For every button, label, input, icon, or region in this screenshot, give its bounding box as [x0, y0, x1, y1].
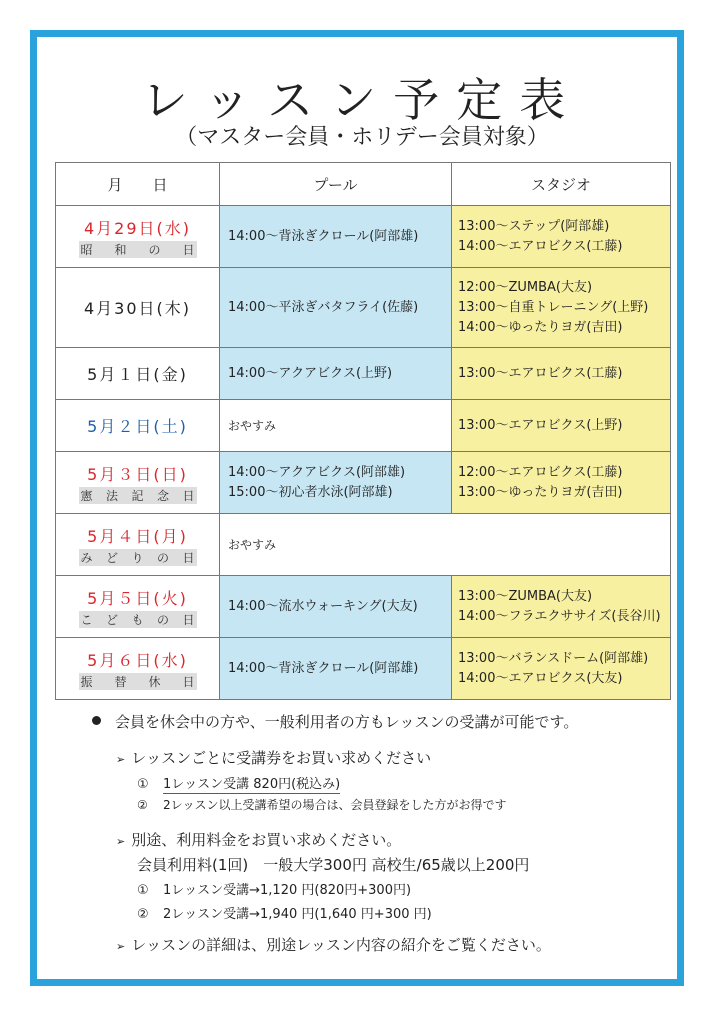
- holiday-label: [79, 673, 197, 690]
- holiday-char: ど: [105, 550, 118, 565]
- note-ticket-1: ① 1レッスン受講 820円(税込み): [137, 777, 341, 792]
- holiday-char: 法: [105, 488, 118, 503]
- studio-cell: [452, 638, 671, 700]
- studio-lesson: 13:00～バランスドーム(阿部雄): [458, 650, 649, 666]
- table-row: [56, 268, 671, 348]
- note-fee-heading: ➢ 別途、利用料金をお買い求めください。: [116, 831, 402, 849]
- page-subtitle: （マスター会員・ホリデー会員対象）: [175, 125, 549, 150]
- holiday-char: も: [131, 612, 144, 627]
- pool-cell: [220, 348, 452, 400]
- table-row: [56, 400, 671, 452]
- table-row: [56, 452, 671, 514]
- holiday-char: 昭: [80, 242, 93, 257]
- date-label: 5月１日(金): [87, 365, 188, 384]
- studio-lesson: 12:00～エアロビクス(工藤): [458, 464, 623, 480]
- pool-cell: [220, 452, 452, 514]
- date-cell: [56, 638, 220, 700]
- holiday-char: 日: [182, 488, 195, 503]
- date-label: 5月２日(土): [87, 417, 188, 436]
- page-title: レッスン予定表: [141, 73, 583, 127]
- holiday-char: 憲: [80, 488, 93, 503]
- holiday-char: 日: [182, 674, 195, 689]
- studio-cell: [452, 576, 671, 638]
- note-fee-1: ① 1レッスン受講→1,120 円(820円+300円): [137, 883, 412, 898]
- pool-cell: [220, 400, 452, 452]
- table-row: [56, 576, 671, 638]
- studio-lesson: 13:00～自重トレーニング(上野): [458, 299, 649, 315]
- note-main: 会員を休会中の方や、一般利用者の方もレッスンの受講が可能です。: [92, 711, 578, 732]
- pool-cell: [220, 576, 452, 638]
- pool-cell: [220, 206, 452, 268]
- pool-cell: [220, 638, 452, 700]
- studio-cell: [452, 400, 671, 452]
- header-studio: スタジオ: [452, 163, 671, 206]
- holiday-label: [79, 549, 197, 566]
- holiday-char: 日: [182, 550, 195, 565]
- arrow-icon: ➢: [116, 940, 126, 953]
- table-header-row: [56, 163, 671, 206]
- date-cell: [56, 452, 220, 514]
- holiday-char: こ: [80, 612, 93, 627]
- date-cell: [56, 576, 220, 638]
- note-fee-detail: 会員利用料(1回) 一般大学300円 高校生/65歳以上200円: [137, 856, 530, 874]
- pool-lesson: 14:00～背泳ぎクロール(阿部雄): [228, 228, 419, 244]
- holiday-char: 日: [182, 242, 195, 257]
- studio-lesson: 14:00～エアロビクス(工藤): [458, 238, 623, 254]
- holiday-char: 休: [148, 674, 161, 689]
- holiday-label: [79, 487, 197, 504]
- holiday-char: ど: [105, 612, 118, 627]
- pool-lesson: おやすみ: [228, 418, 277, 433]
- note-ticket-2: ② 2レッスン以上受講希望の場合は、会員登録をした方がお得です: [137, 798, 507, 812]
- arrow-icon: ➢: [116, 753, 126, 766]
- holiday-char: の: [156, 612, 169, 627]
- holiday-char: 記: [131, 488, 144, 503]
- pool-lesson: 15:00～初心者水泳(阿部雄): [228, 484, 393, 500]
- holiday-char: の: [148, 242, 161, 257]
- studio-cell: [452, 348, 671, 400]
- pool-lesson: 14:00～平泳ぎバタフライ(佐藤): [228, 299, 419, 315]
- holiday-char: み: [80, 550, 93, 565]
- note-ticket-heading: ➢ レッスンごとに受講券をお買い求めください: [116, 749, 432, 767]
- pool-lesson: 14:00～アクアビクス(阿部雄): [228, 464, 406, 480]
- schedule-table: [55, 162, 671, 700]
- table-row: [56, 638, 671, 700]
- studio-lesson: 13:00～ZUMBA(大友): [458, 588, 593, 604]
- holiday-char: 替: [114, 674, 127, 689]
- date-label: 5月５日(火): [87, 588, 188, 608]
- date-label: 5月４日(月): [87, 526, 188, 546]
- studio-cell: [452, 452, 671, 514]
- holiday-label: [79, 611, 197, 628]
- date-label: 4月30日(木): [83, 299, 192, 318]
- date-cell: [56, 514, 220, 576]
- date-cell: [56, 400, 220, 452]
- holiday-char: 振: [80, 674, 93, 689]
- header-pool: プール: [220, 163, 452, 206]
- studio-lesson: 13:00～エアロビクス(工藤): [458, 365, 623, 381]
- arrow-icon: ➢: [116, 835, 126, 848]
- studio-lesson: 13:00～エアロビクス(上野): [458, 417, 623, 433]
- studio-lesson: 14:00～フラエクササイズ(長谷川): [458, 608, 661, 624]
- date-cell: [56, 268, 220, 348]
- studio-lesson: 14:00～エアロビクス(大友): [458, 670, 623, 686]
- note-fee-2: ② 2レッスン受講→1,940 円(1,640 円+300 円): [137, 907, 432, 922]
- date-label: 5月６日(水): [87, 650, 188, 670]
- table-row: [56, 348, 671, 400]
- studio-lesson: 13:00～ゆったりヨガ(吉田): [458, 484, 623, 500]
- holiday-char: 日: [182, 612, 195, 627]
- studio-lesson: 12:00～ZUMBA(大友): [458, 279, 593, 295]
- closed-cell: おやすみ: [220, 514, 671, 576]
- table-row: [56, 206, 671, 268]
- holiday-char: 念: [156, 488, 169, 503]
- date-label: 5月３日(日): [87, 464, 188, 484]
- pool-lesson: 14:00～アクアビクス(上野): [228, 365, 393, 381]
- date-cell: [56, 348, 220, 400]
- holiday-char: の: [156, 550, 169, 565]
- header-date: 月 日: [56, 163, 220, 206]
- table-row: [56, 514, 671, 576]
- studio-cell: [452, 206, 671, 268]
- date-label: 4月29日(水): [83, 218, 192, 238]
- note-details: ➢ レッスンの詳細は、別途レッスン内容の紹介をご覧ください。: [116, 936, 551, 954]
- studio-lesson: 14:00～ゆったりヨガ(吉田): [458, 319, 623, 335]
- studio-lesson: 13:00～ステップ(阿部雄): [458, 218, 610, 234]
- pool-cell: [220, 268, 452, 348]
- pool-lesson: 14:00～流水ウォーキング(大友): [228, 598, 418, 614]
- holiday-label: [79, 241, 197, 258]
- holiday-char: 和: [114, 242, 127, 257]
- date-cell: [56, 206, 220, 268]
- pool-lesson: 14:00～背泳ぎクロール(阿部雄): [228, 660, 419, 676]
- holiday-char: り: [131, 550, 144, 565]
- studio-cell: [452, 268, 671, 348]
